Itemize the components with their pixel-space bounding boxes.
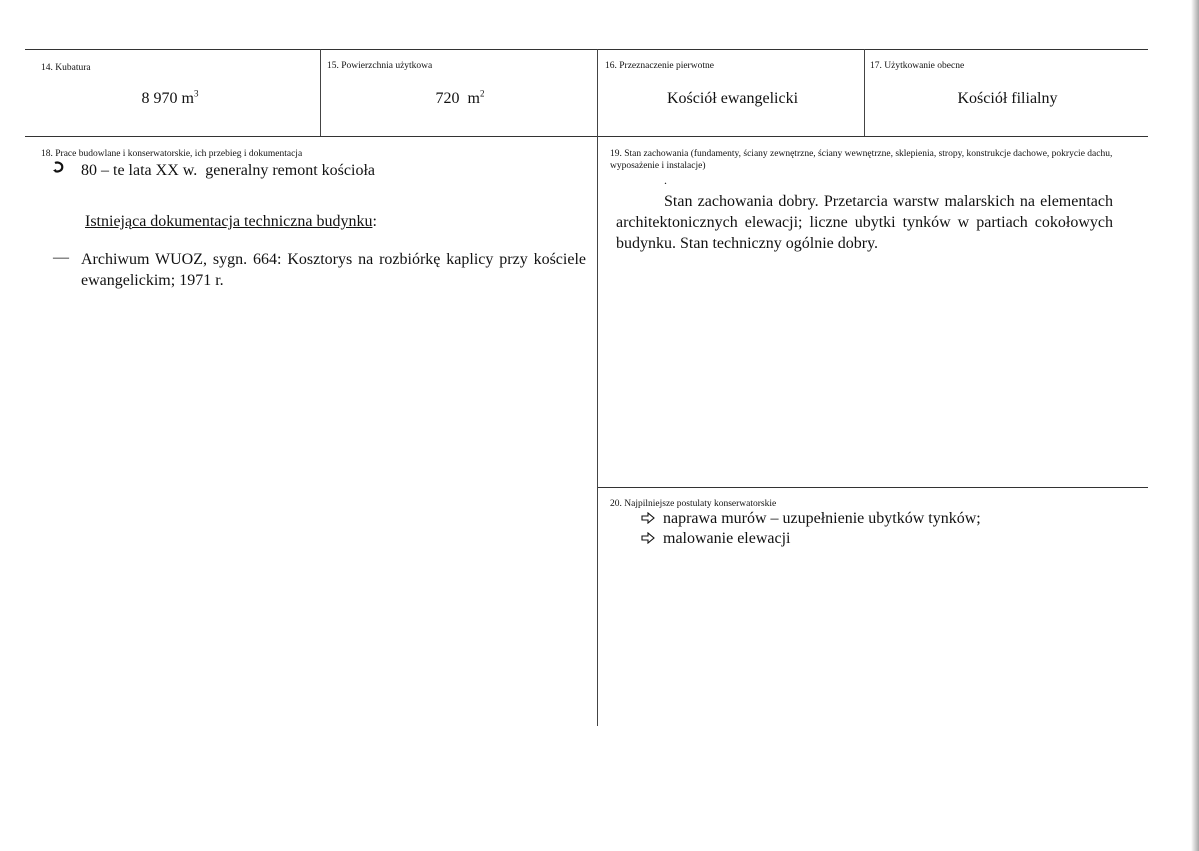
field-17-label: 17. Użytkowanie obecne: [870, 61, 965, 71]
documentation-heading: [85, 211, 377, 232]
field-14-unit-exponent: 3: [193, 88, 199, 99]
documentation-item: Archiwum WUOZ, sygn. 664: Kosztorys na rozbiórkę kaplicy przy kościele ewangelickim; 1971 r.: [81, 251, 586, 289]
col-divider-1: [320, 49, 321, 136]
field-15-number: 720 m: [435, 90, 480, 107]
scan-edge-shadow: [1191, 0, 1199, 851]
field-20-item-1: naprawa murów – uzupełnienie ubytków tynków;: [663, 510, 981, 527]
col-divider-3: [864, 49, 865, 136]
field-16-value: Kościół ewangelicki: [666, 90, 799, 107]
documentation-heading-colon: :: [372, 213, 377, 230]
col-divider-2: [597, 49, 598, 726]
documentation-heading-text: Istniejąca dokumentacja techniczna budynku: [85, 213, 373, 230]
field-14-label: 14. Kubatura: [41, 63, 91, 73]
field-18-item-1: 80 – te lata XX w. generalny remont kościoła: [81, 162, 375, 179]
field-14-number: 8 970 m: [141, 90, 194, 107]
field-20-label: 20. Najpilniejsze postulaty konserwatorskie: [610, 499, 777, 509]
field-15-label: 15. Powierzchnia użytkowa: [327, 61, 433, 71]
field-15-value: [400, 90, 520, 108]
field-19-text: Stan zachowania dobry. Przetarcia warstw malarskich na elementach architektonicznych elewacji; liczne ubytki tynków w partiach cokołowych budynku. Stan techniczny ogólnie dobry.: [616, 193, 1113, 252]
documentation-item-dash: —: [53, 249, 69, 266]
field-19-dot: .: [664, 173, 667, 187]
field-14-value: [100, 90, 240, 108]
arrow-right-outline-icon: [641, 512, 655, 529]
section-20-divider-line: [598, 487, 1148, 488]
arrow-curve-right-icon: [52, 160, 66, 179]
field-20-item-2: malowanie elewacji: [663, 530, 791, 547]
row-divider-line: [25, 136, 1148, 137]
arrow-right-outline-icon: [641, 532, 655, 549]
field-16-label: 16. Przeznaczenie pierwotne: [605, 61, 714, 71]
field-18-label: 18. Prace budowlane i konserwatorskie, ich przebieg i dokumentacja: [41, 149, 303, 159]
field-17-value: Kościół filialny: [957, 90, 1058, 107]
top-border-line: [25, 49, 1148, 50]
field-15-unit-exponent: 2: [479, 88, 485, 99]
field-19-label: 19. Stan zachowania (fundamenty, ściany zewnętrzne, ściany wewnętrzne, sklepienia, stropy, konstrukcje dachowe, pokrycie dachu, wyposażenie i instalacje): [610, 149, 1113, 171]
